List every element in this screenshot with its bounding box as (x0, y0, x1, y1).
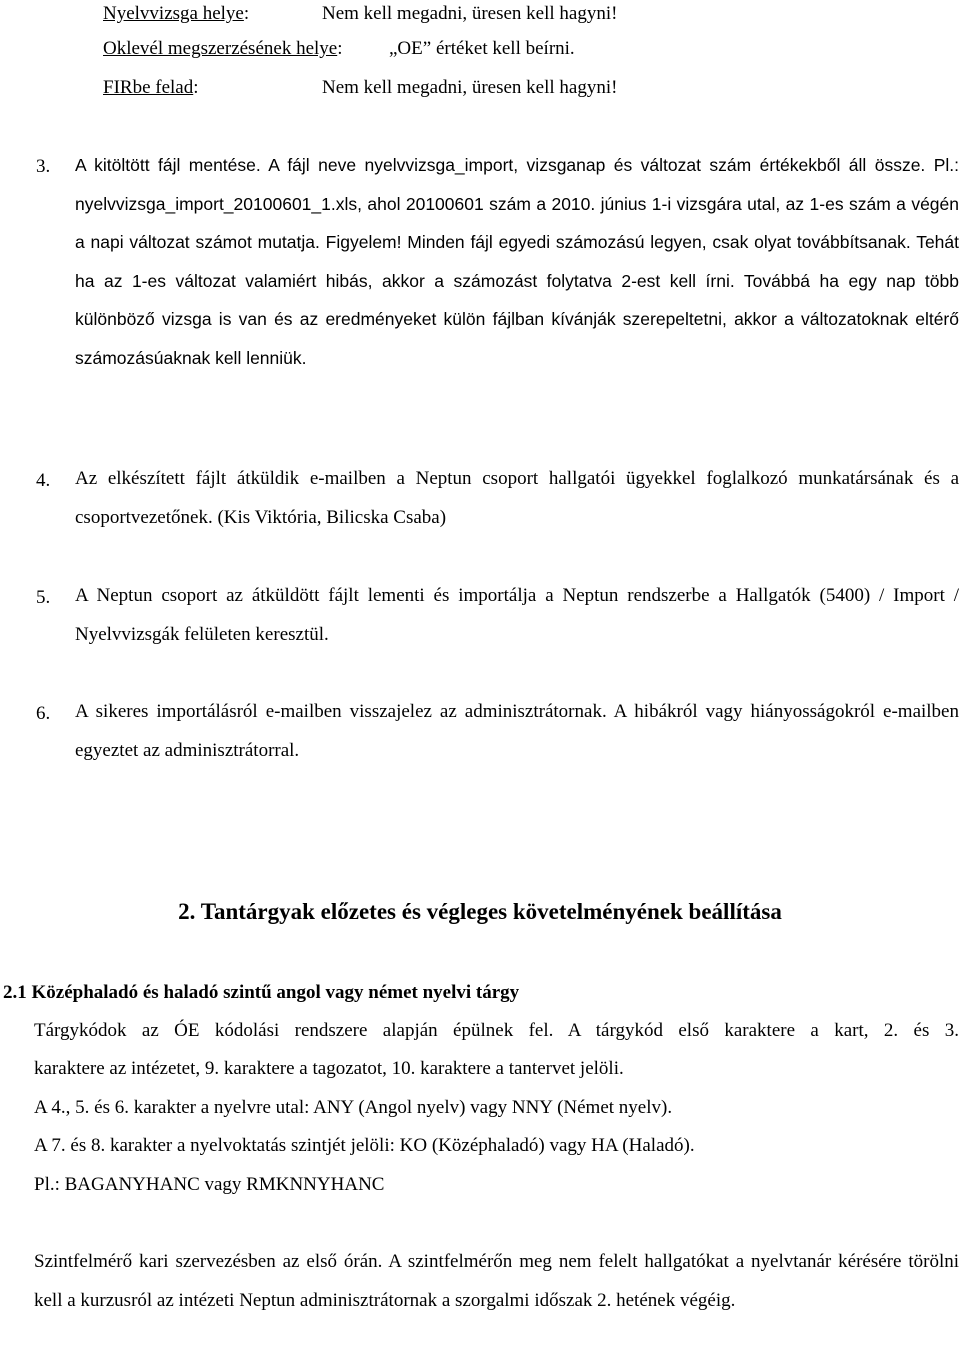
step-5-text: A Neptun csoport az átküldött fájlt lementi és importálja a Neptun rendszerbe a Hallgatók (5400) / Import / Nyelvvizsgák felületen keresztül. (75, 585, 959, 645)
document-page: Nyelvvizsga helye: Nem kell megadni, üresen kell hagyni! Oklevél megszerzésének helye: „OE” értéket kell beírni. FIRbe felad: Nem kell megadni, üresen kell hagyni! 3. A kitöltött fájl mentése. A fájl neve nyelvvizsga_import, vizsganap és változat szám értékekből áll össze. Pl.: nyelvvizsga_import_20100601_1.xls, ahol 20100601 szám a 2010. június 1-i vizsgára utal, az 1-es szám a végén a napi változat számot mutatja. Figyelem! Minden fájl egyedi számozású legyen, csak olyat továbbítsanak. Tehát ha az 1-es változat valamiért hibás, akkor a számozást folytatva 2-est kell írni. Továbbá ha egy nap több különböző vizsga is van és az eredményeket külön fájlban kívánják szerepeltetni, akkor a változatoknak eltérő számozásúaknak kell lenniük. 4. Az elkészített fájlt átküldik e-mailben a Neptun csoport hallgatói ügyekkel foglalkozó munkatársának és a csoportvezetőnek. (Kis Viktória, Bilicska Csaba) 5. A Neptun csoport az átküldött fájlt lementi és importálja a Neptun rendszerbe a Hallgatók (5400) / Import / Nyelvvizsgák felületen keresztül. 6. A sikeres importálásról e-mailben visszajelez az adminisztrátornak. A hibákról vagy hiányosságokról e-mailben egyeztet az adminisztrátorral. 2. Tantárgyak előzetes és végleges követelményének beállítása 2.1 Középhaladó és haladó szintű angol vagy német nyelvi tárgy Tárgykódok az ÓE kódolási rendszere alapján épülnek fel. A tárgykód első karaktere a kart, 2. és 3. karaktere az intézetet, 9. karaktere a tagozatot, 10. karaktere a tantervet jelöli. A 4., 5. és 6. karakter a nyelvre utal: ANY (Angol nyelv) vagy NNY (Német nyelv). A 7. és 8. karakter a nyelvoktatás szintjét jelöli: KO (Középhaladó) vagy HA (Haladó). Pl.: BAGANYHANC vagy RMKNNYHANC Szintfelmérő kari szervezésben az első órán. A szintfelmérőn meg nem felelt hallgatókat a nyelvtanár kérésére törölni kell a kurzusról az intézeti Neptun adminisztrátornak a szorgalmi időszak 2. hetének végéig. (0, 0, 960, 1353)
body-line: Pl.: BAGANYHANC vagy RMKNNYHANC (34, 1174, 385, 1195)
field-label: Nyelvvizsga helye (103, 3, 244, 24)
step-6-text: A sikeres importálásról e-mailben visszajelez az adminisztrátornak. A hibákról vagy hiányosságokról e-mailben egyeztet az adminisztrátorral. (75, 701, 959, 761)
body-line: Tárgykódok az ÓE kódolási rendszere alapján épülnek fel. A tárgykód első karaktere a kart, 2. és 3. (34, 1020, 959, 1041)
body-line: karaktere az intézetet, 9. karaktere a tagozatot, 10. karaktere a tantervet jelöli. (34, 1058, 624, 1079)
field-label: Oklevél megszerzésének helye (103, 38, 338, 59)
step-number: 6. (36, 703, 51, 724)
field-value: „OE” értéket kell beírni. (389, 38, 575, 59)
step-3-text: A kitöltött fájl mentése. A fájl neve nyelvvizsga_import, vizsganap és változat szám értékekből áll össze. Pl.: nyelvvizsga_import_20100601_1.xls, ahol 20100601 szám a 2010. június 1-i vizsgára utal, az 1-es szám a végén a napi változat számot mutatja. Figyelem! Minden fájl egyedi számozású legyen, csak olyat továbbítsanak. Tehát ha az 1-es változat valamiért hibás, akkor a számozást folytatva 2-est kell írni. Továbbá ha egy nap több különböző vizsga is van és az eredményeket külön fájlban kívánják szerepeltetni, akkor a változatoknak eltérő számozásúaknak kell lenniük. (75, 155, 959, 368)
step-4-text: Az elkészített fájlt átküldik e-mailben a Neptun csoport hallgatói ügyekkel foglalkozó munkatársának és a csoportvezetőnek. (Kis Viktória, Bilicska Csaba) (75, 468, 959, 528)
closing-paragraph: Szintfelmérő kari szervezésben az első órán. A szintfelmérőn meg nem felelt hallgatókat a nyelvtanár kérésére törölni kell a kurzusról az intézeti Neptun adminisztrátornak a szorgalmi időszak 2. hetének végéig. (34, 1251, 959, 1311)
body-line: A 4., 5. és 6. karakter a nyelvre utal: ANY (Angol nyelv) vagy NNY (Német nyelv). (34, 1097, 673, 1118)
field-label: FIRbe felad (103, 77, 194, 98)
step-number: 4. (36, 470, 51, 491)
field-value: Nem kell megadni, üresen kell hagyni! (322, 3, 618, 24)
field-value: Nem kell megadni, üresen kell hagyni! (322, 77, 618, 98)
section-heading: 2. Tantárgyak előzetes és végleges követelményének beállítása (178, 899, 782, 924)
subsection-heading: 2.1 Középhaladó és haladó szintű angol vagy német nyelvi tárgy (3, 982, 520, 1003)
step-number: 5. (36, 587, 51, 608)
step-number: 3. (36, 156, 51, 177)
body-line: A 7. és 8. karakter a nyelvoktatás szintjét jelöli: KO (Középhaladó) vagy HA (Haladó). (34, 1135, 695, 1156)
